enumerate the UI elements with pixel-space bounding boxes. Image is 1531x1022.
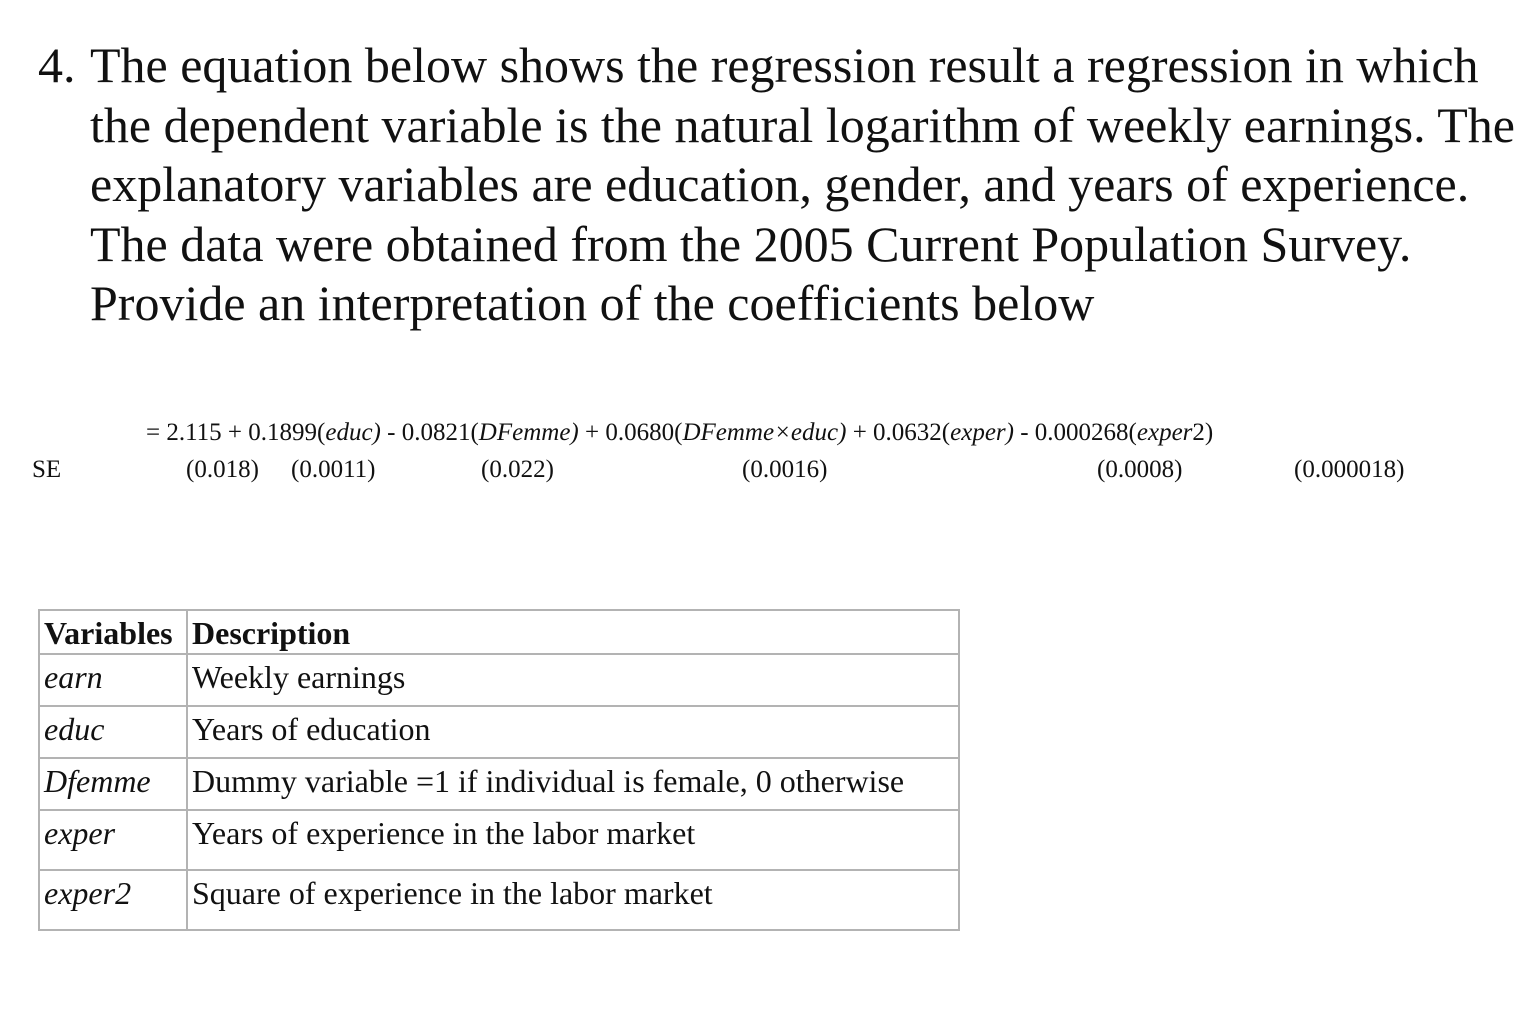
equation-dfemme-coef: - 0.0821( — [380, 419, 479, 446]
se-value: (0.022) — [481, 456, 554, 483]
equation-exper-var: exper) — [950, 419, 1014, 446]
equation-exper2-close: 2) — [1192, 419, 1214, 446]
question-number: 4. — [38, 37, 76, 93]
variable-name: educ — [39, 706, 187, 758]
standard-errors-row — [0, 455, 1531, 487]
variable-description: Weekly earnings — [187, 654, 959, 706]
variable-name: exper — [39, 810, 187, 870]
se-value: (0.0011) — [291, 456, 376, 483]
variable-description: Years of education — [187, 706, 959, 758]
variable-description: Square of experience in the labor market — [187, 870, 959, 930]
se-label: SE — [32, 456, 62, 483]
variable-description: Dummy variable =1 if individual is female, 0 otherwise — [187, 758, 959, 810]
se-value: (0.018) — [186, 456, 259, 483]
table-row — [39, 870, 959, 930]
regression-equation — [146, 418, 1213, 448]
table-row — [39, 654, 959, 706]
se-value: (0.000018) — [1294, 456, 1405, 483]
variables-table — [38, 609, 960, 931]
variable-description: Years of experience in the labor market — [187, 810, 959, 870]
table-row — [39, 810, 959, 870]
table-row — [39, 758, 959, 810]
question-text: The equation below shows the regression result a regression in which the dependent variable is the natural logarithm of weekly earnings. The explanatory variables are education, gender, and years of experience. The data were obtained from the 2005 Current Population Survey. Provide an interpretation of the coefficients below — [90, 37, 1515, 331]
se-value: (0.0016) — [742, 456, 828, 483]
variable-name: exper2 — [39, 870, 187, 930]
se-value: (0.0008) — [1097, 456, 1183, 483]
variable-name: Dfemme — [39, 758, 187, 810]
equation-interaction-var: DFemme×educ) — [682, 419, 847, 446]
equation-exper2-var: exper — [1136, 419, 1193, 446]
header-description: Description — [187, 610, 959, 654]
question-block — [38, 36, 1518, 334]
equation-intercept-term: = 2.115 + 0.1899( — [146, 419, 326, 446]
variable-name: earn — [39, 654, 187, 706]
equation-exper2-coef: - 0.000268( — [1013, 419, 1137, 446]
table-header-row — [39, 610, 959, 654]
header-variables: Variables — [39, 610, 187, 654]
table-row — [39, 706, 959, 758]
equation-educ-var: educ) — [325, 419, 381, 446]
equation-dfemme-var: DFemme) — [478, 419, 579, 446]
equation-exper-coef: + 0.0632( — [846, 419, 951, 446]
equation-interaction-coef: + 0.0680( — [578, 419, 683, 446]
